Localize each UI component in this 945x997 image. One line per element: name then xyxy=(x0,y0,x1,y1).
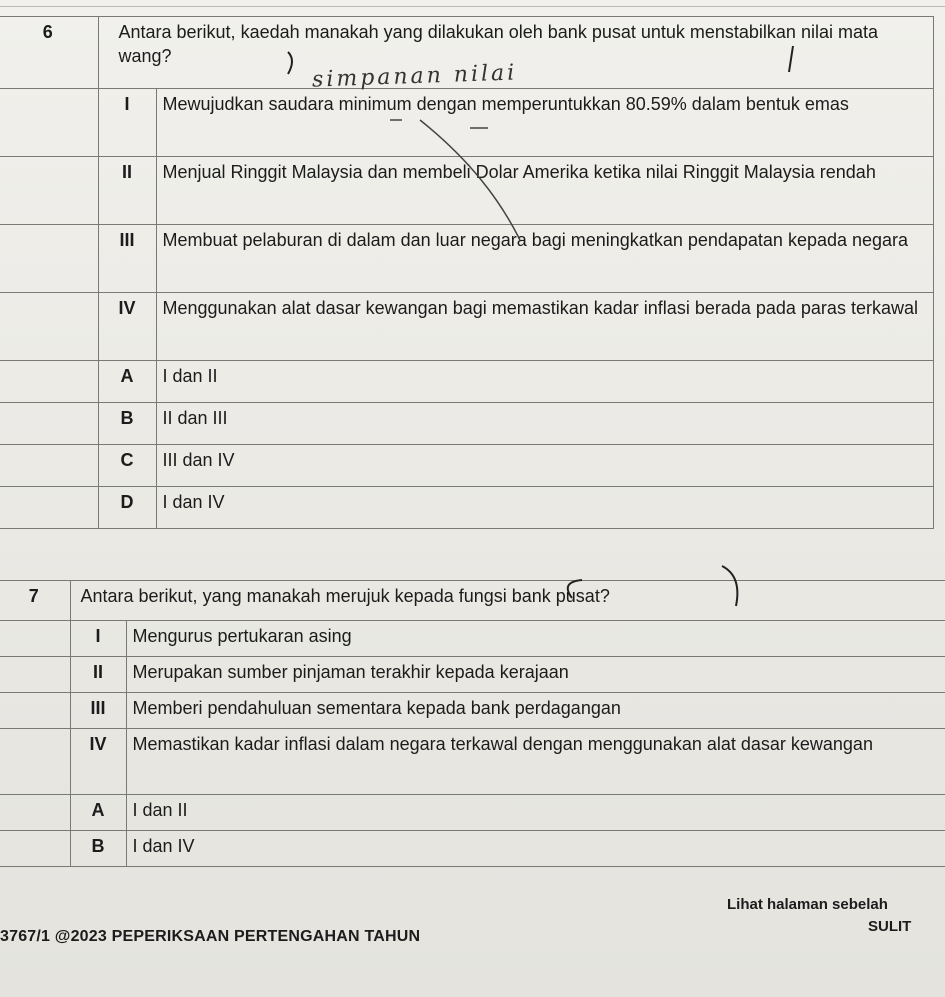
question-number: 6 xyxy=(0,17,98,89)
sulit-label: SULIT xyxy=(868,918,912,935)
question-stem: Antara berikut, kaedah manakah yang dilakukan oleh bank pusat untuk menstabilkan nilai mata wang? xyxy=(98,17,934,89)
option-text-b[interactable]: I dan IV xyxy=(126,831,945,867)
statement-text: Mengurus pertukaran asing xyxy=(126,621,945,657)
option-text-a[interactable]: I dan II xyxy=(126,795,945,831)
statement-text: Memastikan kadar inflasi dalam negara terkawal dengan menggunakan alat dasar kewangan xyxy=(126,729,945,795)
statement-text: Membuat pelaburan di dalam dan luar negara bagi meningkatkan pendapatan kepada negara xyxy=(156,225,934,293)
question-stem: Antara berikut, yang manakah merujuk kepada fungsi bank pusat? xyxy=(70,581,945,621)
statement-roman: III xyxy=(70,693,126,729)
option-letter-d[interactable]: D xyxy=(98,487,156,529)
top-border xyxy=(0,0,945,7)
statement-text: Menjual Ringgit Malaysia dan membeli Dolar Amerika ketika nilai Ringgit Malaysia rendah xyxy=(156,157,934,225)
statement-roman: I xyxy=(70,621,126,657)
option-letter-a[interactable]: A xyxy=(98,361,156,403)
statement-roman: II xyxy=(98,157,156,225)
handwritten-note: simpanan nilai xyxy=(311,60,518,93)
option-letter-b[interactable]: B xyxy=(98,403,156,445)
statement-roman: III xyxy=(98,225,156,293)
statement-text: Mewujudkan saudara minimum dengan memperuntukkan 80.59% dalam bentuk emas xyxy=(156,89,934,157)
option-letter-c[interactable]: C xyxy=(98,445,156,487)
question-6-table xyxy=(0,16,934,529)
statement-roman: I xyxy=(98,89,156,157)
statement-text: Memberi pendahuluan sementara kepada bank perdagangan xyxy=(126,693,945,729)
statement-roman: II xyxy=(70,657,126,693)
option-letter-b[interactable]: B xyxy=(70,831,126,867)
option-letter-a[interactable]: A xyxy=(70,795,126,831)
next-page-note: Lihat halaman sebelah xyxy=(727,896,888,913)
option-text-d[interactable]: I dan IV xyxy=(156,487,934,529)
question-number: 7 xyxy=(0,581,70,621)
statement-roman: IV xyxy=(98,293,156,361)
question-7-table xyxy=(0,580,945,867)
option-text-b[interactable]: II dan III xyxy=(156,403,934,445)
exam-code-footer: 3767/1 @2023 PEPERIKSAAN PERTENGAHAN TAHUN xyxy=(0,928,421,945)
option-text-c[interactable]: III dan IV xyxy=(156,445,934,487)
option-text-a[interactable]: I dan II xyxy=(156,361,934,403)
statement-roman: IV xyxy=(70,729,126,795)
statement-text: Menggunakan alat dasar kewangan bagi memastikan kadar inflasi berada pada paras terkawal xyxy=(156,293,934,361)
statement-text: Merupakan sumber pinjaman terakhir kepada kerajaan xyxy=(126,657,945,693)
